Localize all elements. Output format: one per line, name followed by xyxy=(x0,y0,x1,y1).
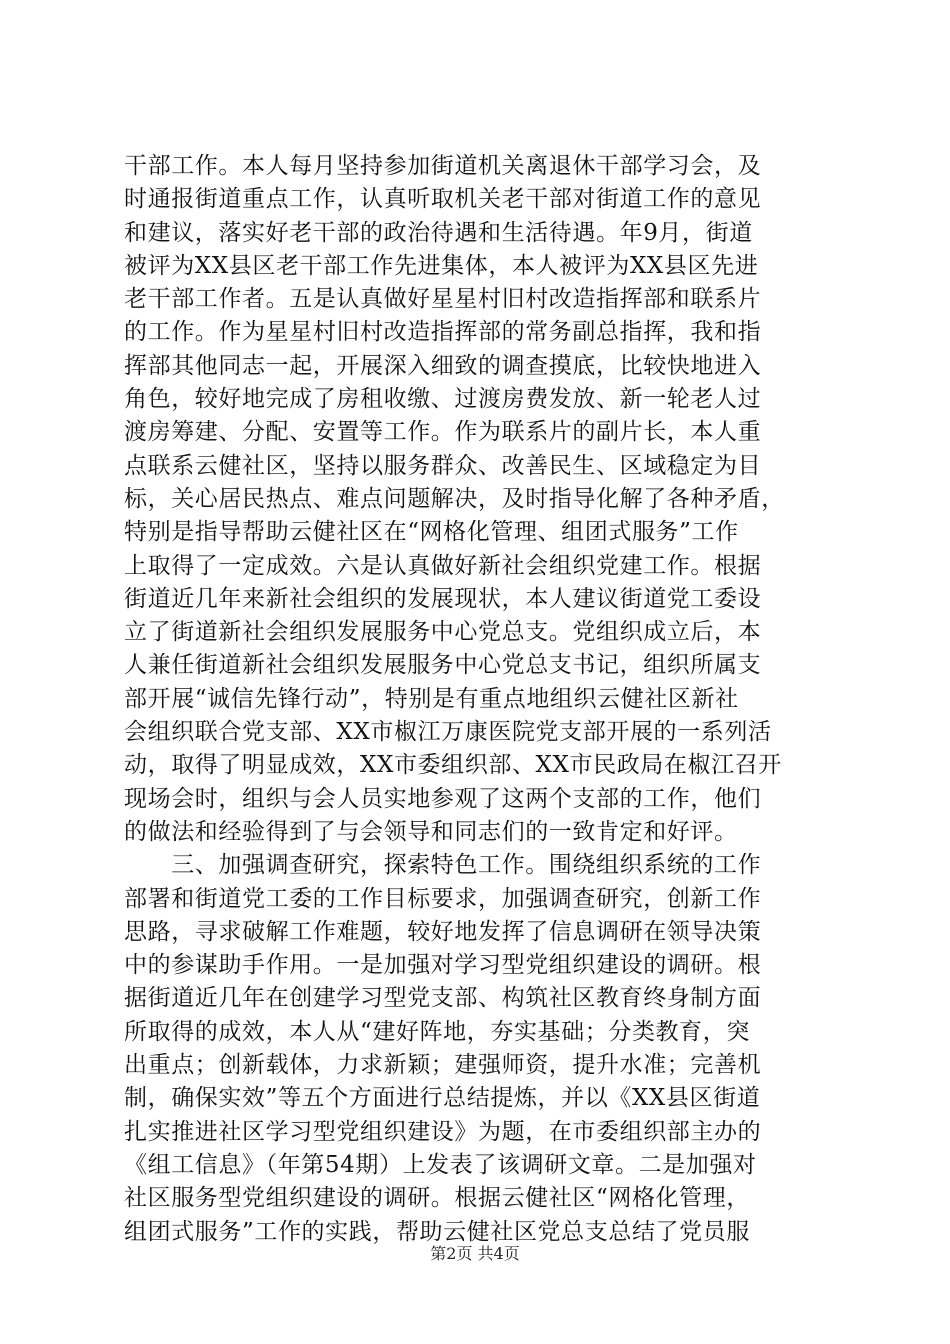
document-body xyxy=(124,150,828,1249)
text-line: 会组织联合党支部、XX市椒江万康医院党支部开展的一系列活 xyxy=(124,719,772,746)
text-line: 渡房筹建、分配、安置等工作。作为联系片的副片长，本人重 xyxy=(124,419,762,446)
text-line: 被评为XX县区老干部工作先进集体，本人被评为XX县区先进 xyxy=(124,252,759,279)
text-line: 和建议，落实好老干部的政治待遇和生活待遇。年9月，街道 xyxy=(124,219,753,246)
text-line: 制，确保实效”等五个方面进行总结提炼，并以《XX县区街道 xyxy=(124,1085,761,1112)
text-line: 出重点；创新载体，力求新颖；建强师资，提升水准；完善机 xyxy=(124,1052,762,1079)
text-line: 部署和街道党工委的工作目标要求，加强调查研究，创新工作 xyxy=(124,885,762,912)
text-line: 部开展“诚信先锋行动”，特别是有重点地组织云健社区新社 xyxy=(124,685,739,712)
text-line: 的工作。作为星星村旧村改造指挥部的常务副总指挥，我和指 xyxy=(124,319,762,346)
text-line: 人兼任街道新社会组织发展服务中心党总支书记，组织所属支 xyxy=(124,652,762,679)
text-line: 思路，寻求破解工作难题，较好地发挥了信息调研在领导决策 xyxy=(124,918,762,945)
text-line: 据街道近几年在创建学习型党支部、构筑社区教育终身制方面 xyxy=(124,985,762,1012)
text-line: 上取得了一定成效。六是认真做好新社会组织党建工作。根据 xyxy=(124,552,762,579)
text-line: 社区服务型党组织建设的调研。根据云健社区“网格化管理， xyxy=(124,1185,750,1212)
text-line: 动，取得了明显成效，XX市委组织部、XX市民政局在椒江召开 xyxy=(124,752,782,779)
text-line: 老干部工作者。五是认真做好星星村旧村改造指挥部和联系片 xyxy=(124,286,762,313)
text-line: 的做法和经验得到了与会领导和同志们的一致肯定和好评。 xyxy=(124,818,738,845)
text-line: 组团式服务”工作的实践，帮助云健社区党总支总结了党员服 xyxy=(124,1218,750,1245)
text-line: 特别是指导帮助云健社区在“网格化管理、组团式服务”工作 xyxy=(124,519,739,546)
text-line: 中的参谋助手作用。一是加强对学习型党组织建设的调研。根 xyxy=(124,952,762,979)
text-line: 街道近几年来新社会组织的发展现状，本人建议街道党工委设 xyxy=(124,585,762,612)
page-footer: 第2页 共4页 xyxy=(430,1244,520,1263)
text-line: 干部工作。本人每月坚持参加街道机关离退休干部学习会，及 xyxy=(124,153,762,179)
text-line: 现场会时，组织与会人员实地参观了这两个支部的工作，他们 xyxy=(124,785,762,812)
text-line: 角色，较好地完成了房租收缴、过渡房费发放、新一轮老人过 xyxy=(124,386,762,413)
text-line: 标，关心居民热点、难点问题解决，及时指导化解了各种矛盾， xyxy=(124,485,785,512)
text-line: 所取得的成效，本人从“建好阵地，夯实基础；分类教育，突 xyxy=(124,1018,750,1045)
text-line: 点联系云健社区，坚持以服务群众、改善民生、区域稳定为目 xyxy=(124,452,762,479)
text-line: 三、加强调查研究，探索特色工作。围绕组织系统的工作 xyxy=(124,852,762,879)
text-line: 《组工信息》（年第54期）上发表了该调研文章。二是加强对 xyxy=(124,1151,757,1178)
text-line: 扎实推进社区学习型党组织建设》为题，在市委组织部主办的 xyxy=(124,1118,762,1145)
text-line: 时通报街道重点工作，认真听取机关老干部对街道工作的意见 xyxy=(124,186,762,213)
text-line: 挥部其他同志一起，开展深入细致的调查摸底，比较快地进入 xyxy=(124,352,762,379)
text-line: 立了街道新社会组织发展服务中心党总支。党组织成立后，本 xyxy=(124,619,762,646)
